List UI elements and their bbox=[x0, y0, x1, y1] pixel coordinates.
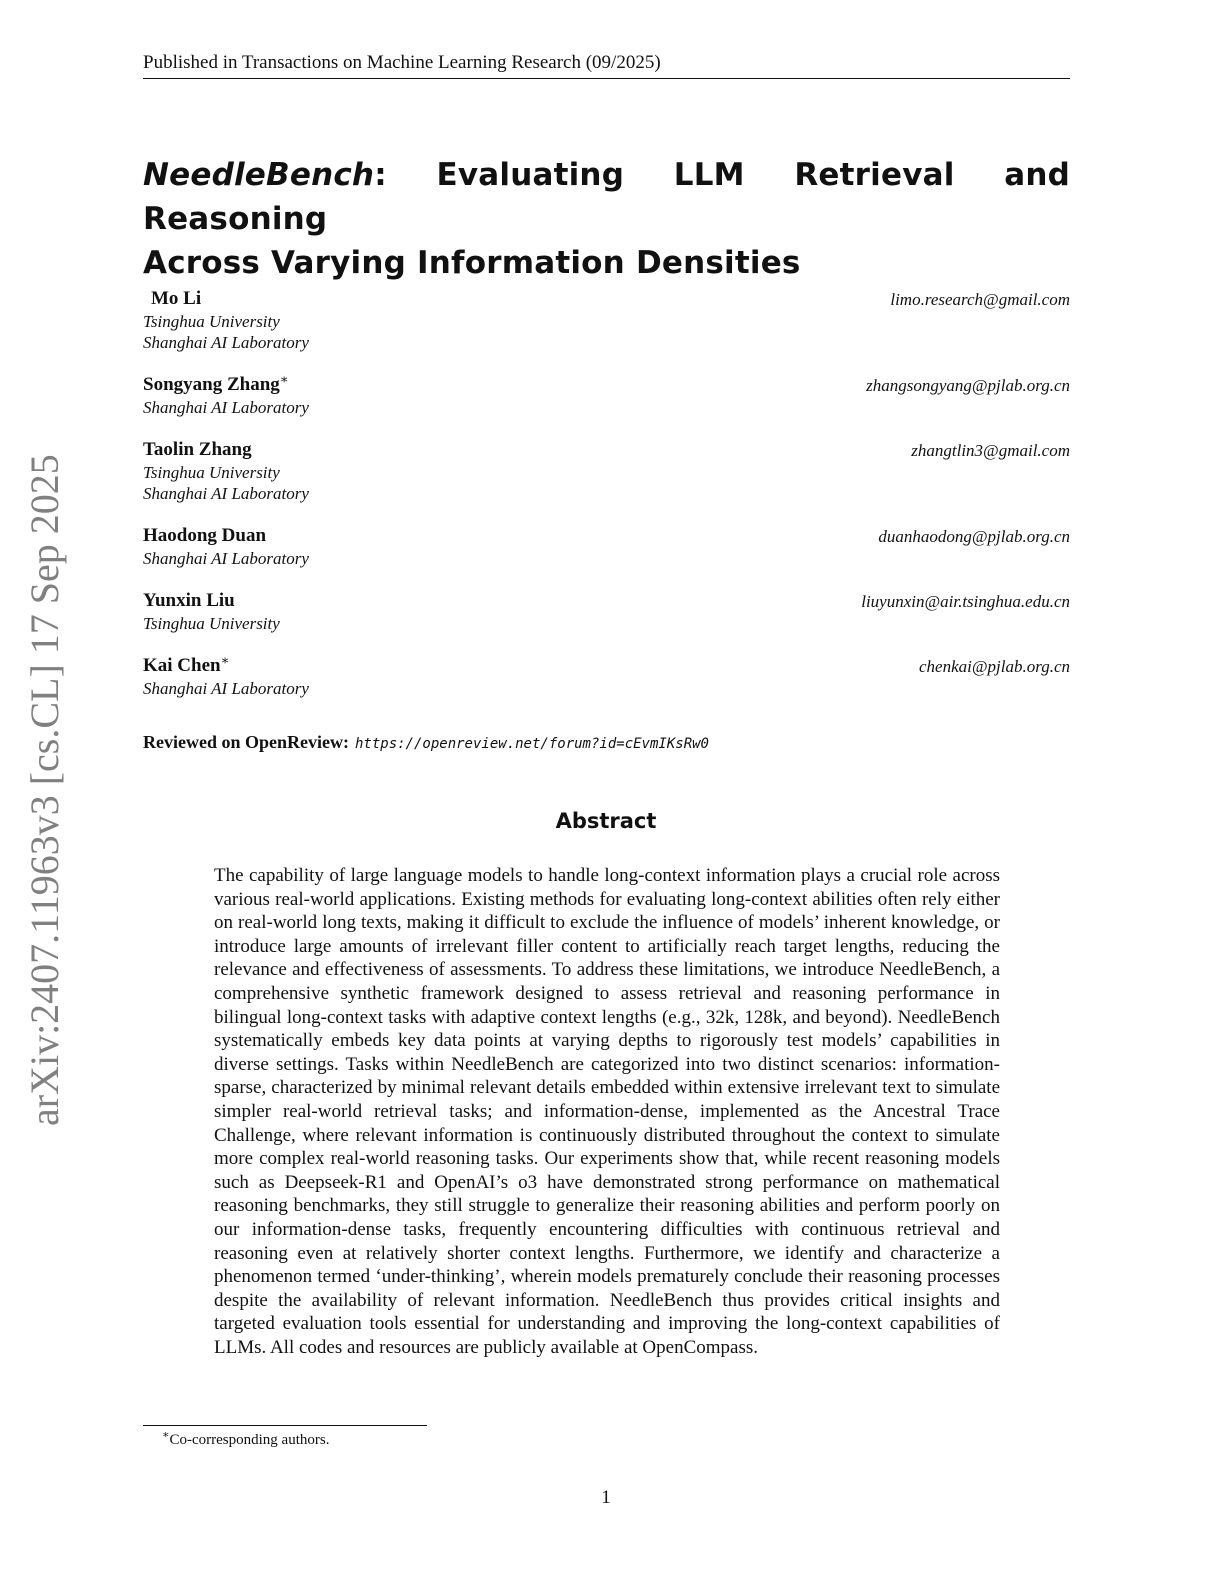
author-email[interactable]: zhangsongyang@pjlab.org.cn bbox=[866, 376, 1070, 395]
author-affiliation: Tsinghua University bbox=[143, 463, 280, 482]
author-block bbox=[143, 524, 1070, 569]
running-header: Published in Transactions on Machine Learning Research (09/2025) bbox=[143, 52, 1070, 79]
author-email[interactable]: chenkai@pjlab.org.cn bbox=[919, 657, 1070, 676]
footnote bbox=[162, 1431, 329, 1450]
footnote-rule bbox=[143, 1425, 427, 1426]
author-email[interactable]: liuyunxin@air.tsinghua.edu.cn bbox=[861, 592, 1070, 611]
abstract-heading: Abstract bbox=[555, 809, 657, 833]
author-name: Yunxin Liu bbox=[143, 590, 235, 611]
author-affiliation: Shanghai AI Laboratory bbox=[143, 333, 309, 352]
paper-title bbox=[143, 153, 1070, 285]
author-block bbox=[143, 287, 1070, 353]
author-email[interactable]: zhangtlin3@gmail.com bbox=[911, 441, 1070, 460]
arxiv-stamp: arXiv:2407.11963v3 [cs.CL] 17 Sep 2025 bbox=[22, 454, 67, 1126]
author-block bbox=[143, 438, 1070, 504]
author-email[interactable]: duanhaodong@pjlab.org.cn bbox=[878, 527, 1070, 546]
author-block bbox=[143, 589, 1070, 634]
author-name: Taolin Zhang bbox=[143, 439, 252, 460]
page-number: 1 bbox=[601, 1487, 611, 1508]
author-affiliation: Shanghai AI Laboratory bbox=[143, 549, 309, 568]
title-line-1-rest: : Evaluating LLM Retrieval and Reasoning bbox=[143, 157, 1070, 237]
footnote-text: Co-corresponding authors. bbox=[169, 1432, 330, 1448]
title-name: NeedleBench bbox=[143, 157, 375, 193]
author-email[interactable]: limo.research@gmail.com bbox=[890, 290, 1070, 309]
reviewed-label: Reviewed on OpenReview: bbox=[143, 732, 349, 752]
author-name: Mo Li bbox=[151, 288, 202, 309]
reviewed-line bbox=[143, 731, 1070, 755]
openreview-link[interactable]: https://openreview.net/forum?id=cEvmIKsRw0 bbox=[354, 736, 709, 752]
author-affiliation: Shanghai AI Laboratory bbox=[143, 679, 309, 698]
author-affiliation: Shanghai AI Laboratory bbox=[143, 398, 309, 417]
author-name: Kai Chen bbox=[143, 655, 221, 676]
author-block bbox=[143, 654, 1070, 699]
author-block bbox=[143, 373, 1070, 418]
corresponding-mark: ∗ bbox=[220, 652, 230, 668]
corresponding-mark: ∗ bbox=[279, 371, 289, 387]
title-line-2: Across Varying Information Densities bbox=[143, 245, 801, 281]
author-name: Haodong Duan bbox=[143, 525, 267, 546]
author-name: Songyang Zhang bbox=[143, 374, 280, 395]
author-affiliation: Shanghai AI Laboratory bbox=[143, 484, 309, 503]
author-list bbox=[143, 287, 1070, 719]
abstract-text: The capability of large language models to handle long-context information plays a crucial role across various real-world applications. Existing methods for evaluating long-context abilities often rely either on real-world long texts, making it difficult to exclude the influence of models’ inherent knowledge, or introduce large amounts of irrelevant filler content to artificially reach target lengths, reducing the relevance and effectiveness of assessments. To address these limitations, we introduce NeedleBench, a comprehensive synthetic framework designed to assess retrieval and reasoning performance in bilingual long-context tasks with adaptive context lengths (e.g., 32k, 128k, and beyond). NeedleBench systematically embeds key data points at varying depths to rigorously test models’ capabilities in diverse settings. Tasks within NeedleBench are categorized into two distinct scenarios: information-sparse, characterized by minimal relevant details embedded within extensive irrelevant text to simulate simpler real-world retrieval tasks; and information-dense, implemented as the Ancestral Trace Challenge, where relevant information is continuously distributed throughout the context to simulate more complex real-world reasoning tasks. Our experiments show that, while recent reasoning models such as Deepseek-R1 and OpenAI’s o3 have demonstrated strong performance on mathematical reasoning benchmarks, they still struggle to generalize their reasoning abilities and perform poorly on our information-dense tasks, frequently encountering difficulties with continuous retrieval and reasoning even at relatively shorter context lengths. Furthermore, we identify and characterize a phenomenon termed ‘under-thinking’, wherein models prematurely conclude their reasoning processes despite the availability of relevant information. NeedleBench thus provides critical insights and targeted evaluation tools essential for understanding and improving the long-context capabilities of LLMs. All codes and resources are publicly available at OpenCompass. bbox=[214, 865, 1000, 1358]
author-affiliation: Tsinghua University bbox=[143, 614, 280, 633]
footnote-mark: ∗ bbox=[162, 1429, 170, 1441]
author-affiliation: Tsinghua University bbox=[143, 312, 280, 331]
title-line-1 bbox=[143, 153, 1070, 241]
